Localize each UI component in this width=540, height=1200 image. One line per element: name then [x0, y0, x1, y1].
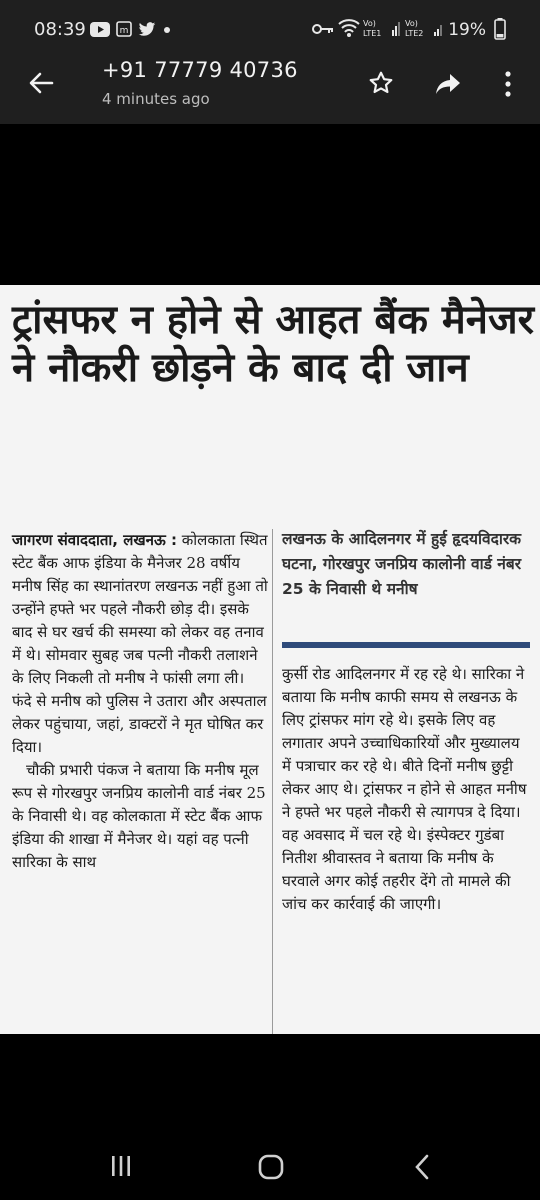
paragraph-3: कुर्सी रोड आदिलनगर में रह रहे थे। सारिका ने बताया कि मनीष काफी समय से लखनऊ के लिए ट्रांसफर मांग रहे थे। इसके लिए वह लगातार अपने उच्चाधिकारियों और मुख्यालय में पत्राचार कर रहे थे। बीते दिनों मनीष छुट्टी लेकर आए थे। ट्रांसफर न होने से आहत मनीष ने हफ्ते भर पहले नौकरी से त्यागपत्र दे दिया। वह अवसाद में चल रहे थे। इंस्पेक्टर गुडंबा नितीश श्रीवास्तव ने बताया कि मनीष के घरवाले अगर कोई तहरीर देंगे तो मामले की जांच कर कार्रवाई की जाएगी।	[282, 665, 527, 913]
status-time: 08:39	[34, 19, 86, 40]
battery-icon	[494, 18, 506, 40]
signal1-icon	[392, 22, 400, 36]
callout-box: लखनऊ के आदिलनगर में हुई हृदयविदारक घटना, गोरखपुर जनप्रिय कालोनी वार्ड नंबर 25 के निवासी थे मनीष	[282, 530, 522, 598]
svg-text:m: m	[119, 26, 129, 36]
star-icon[interactable]	[368, 70, 394, 96]
more-vert-icon[interactable]	[504, 70, 512, 98]
paragraph-2: चौकी प्रभारी पंकज ने बताया कि मनीष मूल रूप से गोरखपुर जनप्रिय कालोनी वार्ड नंबर 25 के निवासी थे। वह कोलकाता में स्टेट बैंक आफ इंडिया की शाखा में मैनेजर थे। यहां वह पत्नी सारिका के साथ	[12, 761, 266, 871]
battery-level: 19%	[448, 20, 486, 40]
back-arrow-icon[interactable]	[28, 70, 54, 96]
recents-icon[interactable]	[110, 1154, 132, 1178]
back-icon[interactable]	[414, 1154, 430, 1180]
navigation-bar	[0, 1134, 540, 1200]
share-icon[interactable]	[434, 72, 462, 96]
byline: जागरण संवाददाता, लखनऊ :	[12, 531, 177, 549]
message-time: 4 minutes ago	[102, 90, 210, 108]
notification-dot-icon	[164, 27, 170, 33]
article-column-right	[282, 663, 532, 916]
sender-number: +91 77779 40736	[102, 58, 298, 82]
headline-line-2: ने नौकरी छोड़ने के बाद दी जान	[12, 345, 469, 391]
paragraph-1: कोलकाता स्थित स्टेट बैंक आफ इंडिया के मैनेजर 28 वर्षीय मनीष सिंह का स्थानांतरण लखनऊ नहीं हुआ तो उन्होंने हफ्ते भर पहले नौकरी छोड़ दी। इसके बाद से घर खर्च की समस्या को लेकर वह तनाव में थे। सोमवार सुबह जब पत्नी नौकरी तलाशने के लिए निकली तो मनीष ने फांसी लगा ली। फंदे से मनीष को पुलिस ने उतारा और अस्पताल लेकर पहुंचाया, जहां, डाक्टरों ने मृत घोषित कर दिया।	[12, 531, 268, 756]
app-bar	[0, 58, 540, 124]
twitter-icon	[138, 22, 156, 37]
callout-rule	[282, 642, 530, 648]
article-column-left	[12, 529, 268, 874]
sim1-label: Vo) LTE1	[363, 19, 382, 38]
wifi-icon	[338, 18, 360, 38]
newspaper-clipping[interactable]	[0, 285, 540, 1034]
home-icon[interactable]	[258, 1154, 284, 1180]
image-viewer[interactable]	[0, 124, 540, 1134]
messages-icon	[116, 21, 132, 37]
key-icon	[312, 22, 334, 36]
status-bar	[0, 0, 540, 58]
signal2-icon	[434, 22, 444, 36]
youtube-icon	[90, 22, 110, 37]
column-divider	[272, 529, 273, 1034]
sim2-label: Vo) LTE2	[405, 19, 424, 38]
headline-line-1: ट्रांसफर न होने से आहत बैंक मैनेजर	[12, 297, 534, 343]
